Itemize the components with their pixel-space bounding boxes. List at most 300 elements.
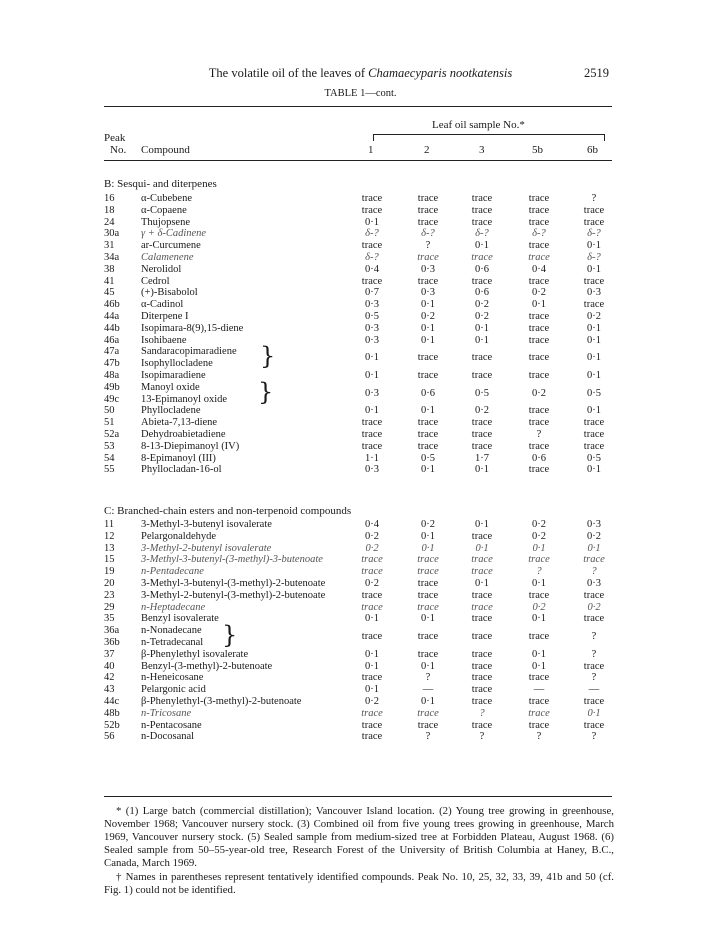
peak-no: 49b — [104, 381, 120, 393]
compound-name: 8-13-Diepimanoyl (IV) — [141, 440, 240, 452]
sample-value: trace — [417, 204, 439, 216]
sample-value: trace — [471, 193, 493, 204]
sample-value: 0·1 — [532, 542, 546, 554]
table-row — [0, 370, 721, 381]
sample-value: trace — [361, 631, 383, 643]
sample-value: 0·1 — [421, 464, 435, 476]
sample-value: 0·2 — [532, 530, 546, 542]
sample-value: trace — [417, 707, 439, 719]
sample-value: 1·1 — [365, 452, 379, 464]
table-row — [0, 661, 721, 672]
sample-value: trace — [417, 352, 439, 364]
peak-no: 43 — [104, 684, 115, 696]
sample-value: trace — [361, 601, 383, 613]
group-brace: } — [258, 377, 274, 406]
sample-value: 0·1 — [475, 578, 489, 589]
sample-value: δ-? — [475, 228, 489, 240]
sample-value: 0·1 — [475, 334, 489, 346]
sample-value: trace — [583, 554, 605, 566]
sample-value: trace — [471, 719, 493, 731]
sample-value: 0·1 — [587, 240, 601, 252]
sample-value: trace — [528, 417, 550, 429]
compound-name: Diterpene I — [141, 311, 189, 322]
peak-no: 37 — [104, 648, 115, 660]
table-row — [0, 228, 721, 239]
compound-name: Phyllocladan-16-ol — [141, 464, 222, 476]
sample-value: trace — [417, 216, 439, 228]
sample-value: 0·3 — [365, 387, 379, 399]
sample-value: trace — [528, 589, 550, 601]
compound-name: 3-Methyl-3-butenyl-(3-methyl)-2-butenoate — [141, 578, 326, 589]
sample-value: 0·1 — [421, 530, 435, 542]
compound-name: α-Cadinol — [141, 299, 184, 311]
compound-name: n-Heneicosane — [141, 672, 204, 684]
sample-value: 0·6 — [421, 387, 435, 399]
sample-value: 0·4 — [365, 519, 379, 530]
peak-no: 20 — [104, 578, 115, 589]
compound-name: Abieta-7,13-diene — [141, 417, 218, 429]
compound-name: Isohibaene — [141, 334, 187, 346]
sample-value: 0·1 — [365, 370, 379, 381]
sample-value: 0·1 — [421, 696, 435, 707]
table-row — [0, 684, 721, 695]
sample-value: δ-? — [532, 228, 546, 240]
sample-value: 0·5 — [587, 452, 601, 464]
rule-top — [104, 106, 612, 107]
sample-value: 0·4 — [532, 263, 546, 275]
sample-value: 0·2 — [365, 542, 379, 554]
sample-value: trace — [583, 204, 605, 216]
table-row — [0, 276, 721, 287]
sample-value: trace — [361, 440, 383, 452]
sample-value: trace — [528, 252, 550, 263]
peak-no: 18 — [104, 204, 115, 216]
sample-2-header: 2 — [424, 144, 430, 156]
compound-name: 8-Epimanoyl (III) — [141, 452, 216, 464]
sample-value: 0·1 — [587, 707, 601, 719]
table-row — [0, 566, 721, 577]
sample-value: trace — [471, 684, 493, 696]
sample-value: trace — [361, 193, 383, 204]
section-b-title: B: Sesqui- and diterpenes — [104, 178, 217, 190]
peak-no: 49c — [104, 393, 120, 405]
sample-value: 0·1 — [587, 334, 601, 346]
sample-value: ? — [536, 429, 542, 440]
sample-value: 0·1 — [365, 613, 379, 625]
compound-name: 3-Methyl-2-butenyl-(3-methyl)-2-butenoate — [141, 589, 326, 601]
compound-name: Isopimara-8(9),15-diene — [141, 322, 244, 334]
sample-value: trace — [528, 352, 550, 364]
sample-value: ? — [591, 672, 597, 684]
peak-no: 54 — [104, 452, 115, 464]
table-row — [0, 696, 721, 707]
sample-value: trace — [417, 193, 439, 204]
peak-no: 31 — [104, 240, 115, 252]
sample-value: 0·2 — [475, 311, 489, 322]
compound-name: 3-Methyl-2-butenyl isovalerate — [141, 542, 272, 554]
sample-value: ? — [591, 648, 597, 660]
sample-value: trace — [471, 352, 493, 364]
peak-no: 19 — [104, 566, 115, 578]
sample-6b-header: 6b — [587, 144, 598, 156]
sample-value: trace — [471, 660, 493, 672]
table-row — [0, 217, 721, 228]
sample-value: 0·1 — [421, 660, 435, 672]
compound-name: Isopimaradiene — [141, 370, 206, 381]
peak-no: 36b — [104, 637, 120, 648]
sample-value: trace — [471, 672, 493, 684]
sample-value: trace — [583, 660, 605, 672]
compound-name: Benzyl isovalerate — [141, 613, 219, 625]
peak-no: 16 — [104, 193, 115, 204]
sample-value: 0·3 — [587, 519, 601, 530]
sample-value: 0·1 — [475, 542, 489, 554]
sample-value: trace — [583, 613, 605, 625]
compound-name: α-Cubebene — [141, 193, 192, 204]
sample-value: trace — [528, 672, 550, 684]
sample-value: 0·1 — [421, 299, 435, 311]
sample-value: 0·5 — [587, 387, 601, 399]
sample-value: 0·3 — [421, 263, 435, 275]
sample-value: ? — [536, 566, 542, 578]
sample-value: trace — [471, 631, 493, 643]
sample-value: trace — [528, 405, 550, 417]
sample-value: δ-? — [365, 252, 379, 263]
table-row — [0, 554, 721, 565]
sample-value: trace — [417, 648, 439, 660]
peak-no: 30a — [104, 228, 120, 240]
sample-value: ? — [591, 566, 597, 578]
sample-value: trace — [361, 554, 383, 566]
sample-value: trace — [471, 613, 493, 625]
sample-value: 0·2 — [587, 601, 601, 613]
peak-no: 55 — [104, 464, 115, 476]
sample-value: trace — [471, 275, 493, 287]
table-row — [0, 287, 721, 298]
sample-value: trace — [417, 631, 439, 643]
sample-value: 0·1 — [365, 684, 379, 696]
sample-value: 0·1 — [365, 660, 379, 672]
footnote-samples: * (1) Large batch (commercial distillation); Vancouver Island location. (2) Young tree growing in greenhouse, November 1968; Vancouver nursery stock. (3) Combined oil from five young trees growing in greenhouse, March 1969, Vancouver nursery stock. (5) Sealed sample from medium-sized tree at Forbidden Plateau, August 1968. (6) Sealed sample from 50–55-year-old tree, Research Forest of the University of British Columbia at Haney, B.C., Canada, March 1969. — [104, 805, 614, 869]
compound-name: 3-Methyl-3-butenyl-(3-methyl)-3-butenoate — [141, 554, 323, 566]
table-row — [0, 720, 721, 731]
sample-value: 0·2 — [421, 311, 435, 322]
compound-header: Compound — [141, 144, 190, 156]
page-title-species: Chamaecyparis nootkatensis — [368, 66, 513, 80]
peak-no: 41 — [104, 275, 115, 287]
sample-value: trace — [417, 440, 439, 452]
sample-value: trace — [583, 275, 605, 287]
compound-name: Dehydroabietadiene — [141, 429, 226, 440]
sample-value: trace — [528, 334, 550, 346]
sample-value: 0·2 — [532, 519, 546, 530]
sample-value: 0·6 — [532, 452, 546, 464]
sample-value: 0·4 — [365, 263, 379, 275]
sample-value: trace — [583, 589, 605, 601]
sample-value: 0·1 — [421, 613, 435, 625]
sample-value: 0·2 — [421, 519, 435, 530]
sample-value: trace — [528, 275, 550, 287]
sample-value: 0·2 — [532, 387, 546, 399]
compound-name: n-Heptadecane — [141, 601, 206, 613]
peak-no: 12 — [104, 530, 115, 542]
compound-name: n-Tricosane — [141, 707, 192, 719]
sample-value: ? — [591, 731, 597, 743]
compound-name: ar-Curcumene — [141, 240, 201, 252]
sample-value: 0·1 — [532, 613, 546, 625]
compound-name: n-Pentadecane — [141, 566, 204, 578]
table-row — [0, 649, 721, 660]
table-row — [0, 311, 721, 322]
table-row — [0, 323, 721, 334]
sample-value: 0·2 — [587, 311, 601, 322]
sample-value: trace — [417, 429, 439, 440]
sample-1-header: 1 — [368, 144, 374, 156]
sample-value: δ-? — [421, 228, 435, 240]
sample-value: trace — [583, 417, 605, 429]
sample-value: 0·2 — [475, 299, 489, 311]
sample-value: trace — [471, 530, 493, 542]
peak-no: 47b — [104, 358, 120, 370]
sample-value: trace — [471, 440, 493, 452]
sample-value: 0·2 — [365, 530, 379, 542]
sample-value: 0·2 — [475, 405, 489, 417]
sample-value: 0·1 — [365, 216, 379, 228]
sample-value: 0·1 — [587, 370, 601, 381]
compound-name: β-Phenylethyl-(3-methyl)-2-butenoate — [141, 696, 302, 707]
sample-value: 0·7 — [365, 287, 379, 299]
sample-value: trace — [528, 240, 550, 252]
sample-value: 0·3 — [365, 322, 379, 334]
sample-value: trace — [528, 719, 550, 731]
sample-3-header: 3 — [479, 144, 485, 156]
sample-value: trace — [471, 204, 493, 216]
sample-value: trace — [361, 566, 383, 578]
sample-value: 0·3 — [421, 287, 435, 299]
rule-header — [104, 160, 612, 161]
peak-no: 51 — [104, 417, 115, 429]
sample-value: trace — [417, 566, 439, 578]
sample-value: 0·3 — [365, 334, 379, 346]
table-row — [0, 252, 721, 263]
sample-value: ? — [479, 707, 485, 719]
compound-name: Sandaracopimaradiene — [141, 346, 237, 358]
sample-value: ? — [425, 731, 431, 743]
sample-value: trace — [361, 204, 383, 216]
compound-name: n-Pentacosane — [141, 719, 202, 731]
sample-value: 0·1 — [365, 405, 379, 417]
sample-value: trace — [417, 554, 439, 566]
sample-value: trace — [361, 672, 383, 684]
sample-value: trace — [528, 464, 550, 476]
compound-name: γ + δ-Cadinene — [141, 228, 207, 240]
section-c-title: C: Branched-chain esters and non-terpenoid compounds — [104, 505, 352, 517]
table-row — [0, 335, 721, 346]
compound-name: n-Nonadecane — [141, 625, 202, 637]
table-row — [0, 429, 721, 440]
peak-header: Peak — [104, 132, 126, 144]
peak-no: 46a — [104, 334, 120, 346]
sample-value: 1·7 — [475, 452, 489, 464]
sample-value: trace — [528, 440, 550, 452]
sample-value: — — [588, 684, 600, 696]
sample-value: 0·1 — [532, 660, 546, 672]
sample-value: trace — [528, 193, 550, 204]
sample-value: — — [422, 684, 434, 696]
sample-value: ? — [536, 731, 542, 743]
peak-no: 35 — [104, 613, 115, 625]
compound-name: Manoyl oxide — [141, 381, 200, 393]
sample-value: 0·2 — [365, 578, 379, 589]
group-brace: } — [222, 621, 238, 650]
sample-value: 0·3 — [587, 287, 601, 299]
sample-value: trace — [417, 589, 439, 601]
sample-value: trace — [361, 589, 383, 601]
sample-value: 0·1 — [421, 322, 435, 334]
sample-value: trace — [417, 275, 439, 287]
peak-no: 34a — [104, 252, 120, 263]
table-caption: TABLE 1—cont. — [324, 88, 397, 99]
peak-no: 44b — [104, 322, 120, 334]
sample-value: trace — [583, 696, 605, 707]
table-row — [0, 578, 721, 589]
sample-value: 0·1 — [365, 648, 379, 660]
peak-no: 36a — [104, 625, 120, 637]
peak-no: 48a — [104, 370, 120, 381]
table-row — [0, 299, 721, 310]
sample-value: 0·1 — [587, 464, 601, 476]
sample-value: δ-? — [365, 228, 379, 240]
table-row — [0, 531, 721, 542]
table-row — [0, 672, 721, 683]
sample-value: trace — [583, 719, 605, 731]
sample-value: trace — [361, 719, 383, 731]
peak-no: 53 — [104, 440, 115, 452]
sample-value: ? — [425, 240, 431, 252]
sample-value: 0·1 — [475, 464, 489, 476]
sample-value: 0·2 — [587, 530, 601, 542]
rule-bottom — [104, 796, 612, 797]
sample-value: trace — [417, 417, 439, 429]
table-row — [0, 405, 721, 416]
no-header: No. — [110, 144, 127, 156]
peak-no: 47a — [104, 346, 120, 358]
sample-value: 0·1 — [587, 322, 601, 334]
sample-value: trace — [471, 566, 493, 578]
table-row — [0, 731, 721, 742]
footnote-dagger: † Names in parentheses represent tentatively identified compounds. Peak No. 10, 25, 32, 33, 39, 41b and 50 (cf. Fig. 1) could not be identified. — [104, 871, 614, 896]
sample-value: trace — [417, 601, 439, 613]
sample-value: 0·1 — [587, 263, 601, 275]
table-row — [0, 519, 721, 530]
sample-value: 0·1 — [587, 352, 601, 364]
page-title — [0, 66, 721, 81]
sample-value: trace — [471, 417, 493, 429]
sample-value: 0·5 — [365, 311, 379, 322]
sample-5b-header: 5b — [532, 144, 543, 156]
sample-value: 0·1 — [532, 578, 546, 589]
sample-value: trace — [417, 719, 439, 731]
leaf-oil-header: Leaf oil sample No.* — [432, 119, 525, 131]
compound-name: Pelargonic acid — [141, 684, 206, 696]
sample-value: 0·1 — [421, 405, 435, 417]
table-row-grouped — [0, 352, 721, 363]
peak-no: 11 — [104, 519, 115, 530]
table-row-grouped — [0, 631, 721, 642]
sample-value: trace — [361, 731, 383, 743]
peak-no: 46b — [104, 299, 120, 311]
peak-no: 23 — [104, 589, 115, 601]
table-row-grouped — [0, 388, 721, 399]
sample-value: trace — [361, 417, 383, 429]
sample-value: trace — [471, 370, 493, 381]
sample-value: 0·1 — [421, 334, 435, 346]
table-row — [0, 613, 721, 624]
compound-name: n-Tetradecanal — [141, 637, 204, 648]
table-row — [0, 543, 721, 554]
compound-name: 13-Epimanoyl oxide — [141, 393, 228, 405]
compound-name: Pelargonaldehyde — [141, 530, 217, 542]
sample-value: ? — [425, 672, 431, 684]
peak-no: 56 — [104, 731, 115, 743]
sample-value: δ-? — [587, 228, 601, 240]
sample-value: 0·1 — [587, 542, 601, 554]
sample-header-brace — [373, 134, 605, 141]
sample-value: trace — [528, 696, 550, 707]
sample-value: trace — [528, 631, 550, 643]
peak-no: 24 — [104, 216, 115, 228]
sample-value: — — [533, 684, 545, 696]
peak-no: 44c — [104, 696, 120, 707]
group-brace: } — [260, 342, 276, 371]
sample-value: 0·1 — [532, 648, 546, 660]
peak-no: 45 — [104, 287, 115, 299]
sample-value: 0·3 — [365, 299, 379, 311]
peak-no: 15 — [104, 554, 115, 566]
peak-no: 38 — [104, 263, 115, 275]
sample-value: trace — [528, 216, 550, 228]
sample-value: trace — [471, 696, 493, 707]
table-row — [0, 264, 721, 275]
sample-value: ? — [591, 193, 597, 204]
sample-value: 0·1 — [587, 405, 601, 417]
sample-value: 0·2 — [532, 287, 546, 299]
sample-value: 0·2 — [532, 601, 546, 613]
sample-value: trace — [583, 216, 605, 228]
compound-name: Benzyl-(3-methyl)-2-butenoate — [141, 660, 273, 672]
sample-value: trace — [471, 429, 493, 440]
compound-name: Calamenene — [141, 252, 194, 263]
peak-no: 52b — [104, 719, 120, 731]
sample-value: trace — [361, 240, 383, 252]
sample-value: δ-? — [587, 252, 601, 263]
sample-value: trace — [471, 252, 493, 263]
sample-value: 0·1 — [475, 240, 489, 252]
sample-value: 0·6 — [475, 263, 489, 275]
compound-name: Thujopsene — [141, 216, 190, 228]
table-row — [0, 205, 721, 216]
compound-name: β-Phenylethyl isovalerate — [141, 648, 249, 660]
table-row — [0, 453, 721, 464]
peak-no: 40 — [104, 660, 115, 672]
compound-name: Isophyllocladene — [141, 358, 213, 370]
sample-value: trace — [471, 648, 493, 660]
sample-value: trace — [361, 707, 383, 719]
page-title-prefix: The volatile oil of the leaves of — [208, 66, 369, 80]
compound-name: (+)-Bisabolol — [141, 287, 198, 299]
table-row — [0, 708, 721, 719]
table-row — [0, 590, 721, 601]
